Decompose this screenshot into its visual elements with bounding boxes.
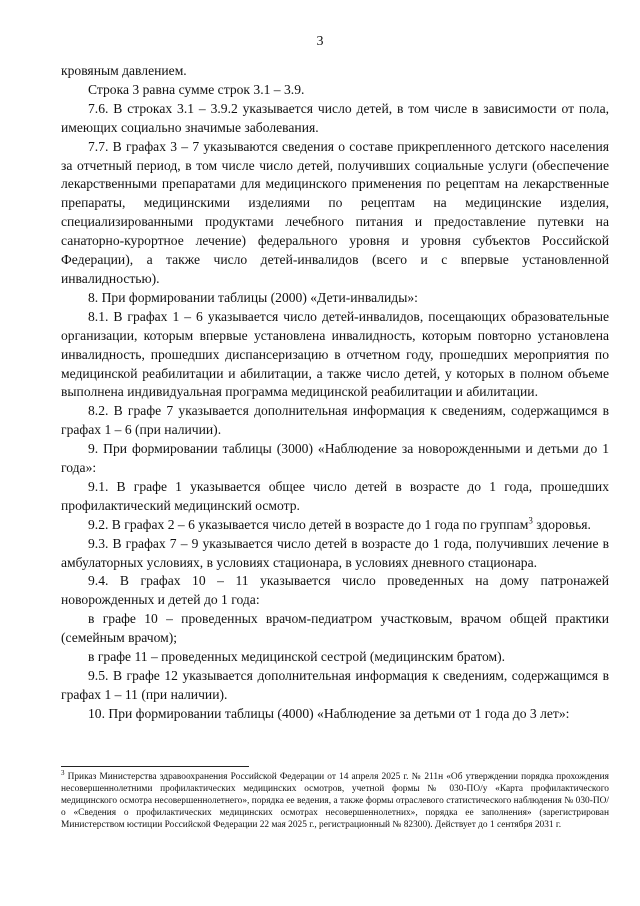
- paragraph: [61, 478, 609, 516]
- paragraph-text: 9.3. В графах 7 – 9 указывается число детей в возрасте до 1 года, получивших лечение в амбулаторных условиях, в условиях стационара, в условиях дневного стационара.: [61, 535, 609, 570]
- paragraph-text: 8.1. В графах 1 – 6 указывается число детей-инвалидов, посещающих образовательные организации, которым впервые установлена инвалидность, которым повторно установлена инвалидность, прошедших диспансеризацию в отчетном году, прошедших мероприятия по медицинской реабилитации и абилитации, а также число детей, у которых в полном объеме выполнена индивидуальная программа медицинской реабилитации и абилитации.: [61, 308, 609, 400]
- paragraph-text: 9. При формировании таблицы (3000) «Наблюдение за новорожденными и детьми до 1 года»:: [61, 441, 609, 476]
- paragraph-text-tail: здоровья.: [532, 516, 591, 532]
- paragraph: [61, 62, 609, 81]
- paragraph-text: в графе 11 – проведенных медицинской сестрой (медицинским братом).: [88, 649, 506, 665]
- paragraph-text: 9.1. В графе 1 указывается общее число детей в возрасте до 1 года, прошедших профилактический медицинский осмотр.: [61, 478, 609, 513]
- footnote-divider: [61, 766, 249, 767]
- paragraph-text: 9.5. В графе 12 указывается дополнительная информация к сведениям, содержащимся в графах 1 – 11 (при наличии).: [61, 668, 609, 702]
- paragraph-text: 10. При формировании таблицы (4000) «Наблюдение за детьми от 1 года до 3 лет»:: [88, 705, 570, 721]
- paragraph: [61, 308, 609, 403]
- paragraph: [61, 572, 609, 610]
- paragraph-text: 9.4. В графах 10 – 11 указывается число проведенных на дому патронажей новорожденных и детей до 1 года:: [61, 573, 609, 608]
- paragraph-text: 9.2. В графах 2 – 6 указывается число детей в возрасте до 1 года по группам: [88, 516, 529, 532]
- paragraph: [61, 100, 609, 138]
- paragraph: [61, 138, 609, 289]
- paragraph: [61, 667, 609, 705]
- paragraph-text: кровяным давлением.: [61, 63, 187, 78]
- footnote-reference: 3: [528, 515, 533, 526]
- paragraph: [61, 402, 609, 440]
- paragraph: [61, 535, 609, 573]
- paragraph-text: Строка 3 равна сумме строк 3.1 – 3.9.: [88, 81, 305, 97]
- paragraph-text: 7.6. В строках 3.1 – 3.9.2 указывается число детей, в том числе в зависимости от пола, имеющих социально значимые заболевания.: [61, 100, 609, 135]
- paragraph: [61, 705, 609, 724]
- paragraph: [61, 440, 609, 478]
- paragraph-text: 8.2. В графе 7 указывается дополнительная информация к сведениям, содержащимся в графах 1 – 6 (при наличии).: [61, 403, 609, 438]
- footnote: [61, 768, 609, 831]
- paragraph: [61, 289, 609, 308]
- paragraph: [61, 516, 609, 535]
- paragraph: [61, 610, 609, 648]
- footnote-marker: 3: [61, 768, 65, 777]
- paragraph-text: в графе 10 – проведенных врачом-педиатром участковым, врачом общей практики (семейным врачом);: [61, 611, 609, 646]
- paragraph-text: 8. При формировании таблицы (2000) «Дети-инвалиды»:: [88, 289, 418, 305]
- paragraph: [61, 648, 609, 667]
- paragraph: [61, 81, 609, 100]
- footnote-text: Приказ Министерства здравоохранения Российской Федерации от 14 апреля 2025 г. № 211н «Об утверждении порядка прохождения несовершеннолетними профилактических медицинских осмотров, учетной формы № 030-ПО/у «Карта профилактического медицинского осмотра несовершеннолетнего», порядка ее ведения, а также формы отраслевого статистического наблюдения № 030-ПО/о «Сведения о профилактических медицинских осмотрах несовершеннолетних», порядка ее заполнения» (зарегистрирован Министерством юстиции Российской Федерации 22 мая 2025 г., регистрационный № 82300). Действует до 1 сентября 2031 г.: [61, 772, 609, 831]
- paragraph-text: 7.7. В графах 3 – 7 указываются сведения о составе прикрепленного детского населения за отчетный период, в том числе число детей, получивших социальные услуги (обеспечение лекарственными препаратами для медицинского применения по рецептам на лекарственные препараты, медицинскими изделиями по рецептам на медицинские изделия, специализированными продуктами лечебного питания и предоставление путевки на санаторно-курортное лечение) федерального уровня и уровня субъектов Российской Федерации), а также число детей-инвалидов (всего и с впервые установленной инвалидностью).: [61, 138, 609, 286]
- page-number: 3: [316, 34, 324, 49]
- body-text: [61, 62, 609, 724]
